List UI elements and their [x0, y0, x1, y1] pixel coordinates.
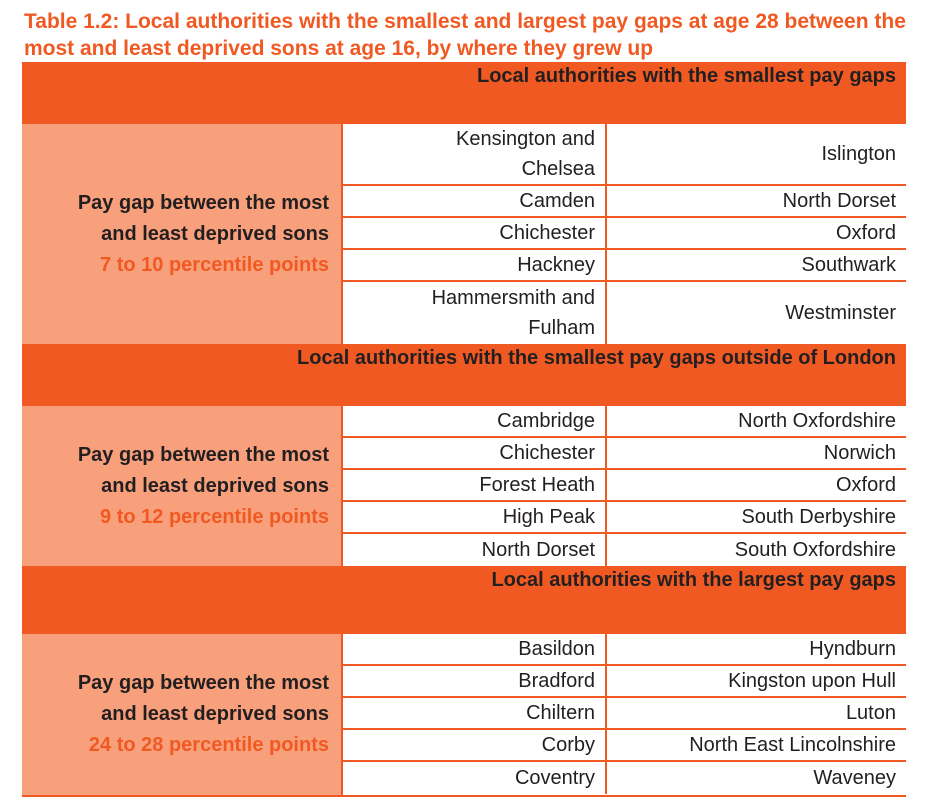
table-row [343, 762, 906, 794]
table-cell: South Oxfordshire [734, 539, 896, 561]
table-cell: Islington [821, 143, 896, 165]
table-row [343, 698, 906, 730]
label-line-1: Pay gap between the most [77, 443, 329, 466]
table-bottom-border [22, 795, 906, 797]
table-cell: Forest Heath [343, 470, 607, 500]
table-cell: Chichester [343, 218, 607, 248]
table-row [343, 730, 906, 762]
section-heading: Local authorities with the largest pay gaps [22, 566, 906, 634]
table-cell: Waveney [813, 767, 896, 789]
table-row [343, 438, 906, 470]
table-cell: Camden [343, 186, 607, 216]
table-cell: North Dorset [782, 190, 896, 212]
table-cell: Norwich [823, 442, 896, 464]
table-row [343, 502, 906, 534]
label-line-2: and least deprived sons [101, 474, 329, 497]
table-cell: Corby [343, 730, 607, 760]
table-cell: Kensington and Chelsea [343, 124, 607, 184]
table-cell: Westminster [785, 302, 896, 324]
percentile-range: 9 to 12 percentile points [100, 505, 329, 528]
table-title: Table 1.2: Local authorities with the smallest and largest pay gaps at age 28 between the most and least deprived sons at age 16, by where they grew up [24, 10, 906, 60]
authorities-grid [341, 406, 906, 566]
table-row [343, 124, 906, 186]
table-cell: Southwark [801, 254, 896, 276]
section-smallest-gaps-outside-london [22, 344, 906, 566]
table-cell: Cambridge [343, 406, 607, 436]
table-cell: Coventry [343, 762, 607, 794]
label-line-2: and least deprived sons [101, 222, 329, 245]
table-row [343, 470, 906, 502]
table-row [343, 406, 906, 438]
table-cell: Oxford [835, 474, 896, 496]
label-line-2: and least deprived sons [101, 703, 329, 725]
table-cell: North East Lincolnshire [689, 734, 896, 756]
table-row [343, 186, 906, 218]
section-smallest-gaps [22, 62, 906, 344]
pay-gap-label [22, 124, 341, 344]
pay-gap-label [22, 406, 341, 566]
pay-gap-label [22, 634, 341, 795]
table-cell: Kingston upon Hull [728, 670, 896, 692]
table-cell: Hyndburn [809, 638, 896, 660]
table-row [343, 218, 906, 250]
percentile-range: 7 to 10 percentile points [100, 253, 329, 276]
table-cell: High Peak [343, 502, 607, 532]
table-cell: Hammersmith and Fulham [343, 282, 607, 344]
label-line-1: Pay gap between the most [77, 191, 329, 214]
table-row [343, 250, 906, 282]
authorities-grid [341, 634, 906, 795]
table-cell: North Dorset [343, 534, 607, 566]
section-heading: Local authorities with the smallest pay gaps outside of London [22, 344, 906, 406]
table-cell: South Derbyshire [741, 506, 896, 528]
label-line-1: Pay gap between the most [77, 672, 329, 694]
table-cell: Chichester [343, 438, 607, 468]
section-heading: Local authorities with the smallest pay gaps [22, 62, 906, 124]
table-row [343, 666, 906, 698]
authorities-grid [341, 124, 906, 344]
section-largest-gaps [22, 566, 906, 795]
table-cell: Hackney [343, 250, 607, 280]
table-cell: Luton [845, 702, 896, 724]
table-row [343, 282, 906, 344]
percentile-range: 24 to 28 percentile points [88, 734, 329, 756]
table-cell: Basildon [343, 634, 607, 664]
table-cell: Oxford [835, 222, 896, 244]
table-cell: Chiltern [343, 698, 607, 728]
table-cell: Bradford [343, 666, 607, 696]
table-row [343, 634, 906, 666]
table-cell: North Oxfordshire [738, 410, 896, 432]
table-row [343, 534, 906, 566]
